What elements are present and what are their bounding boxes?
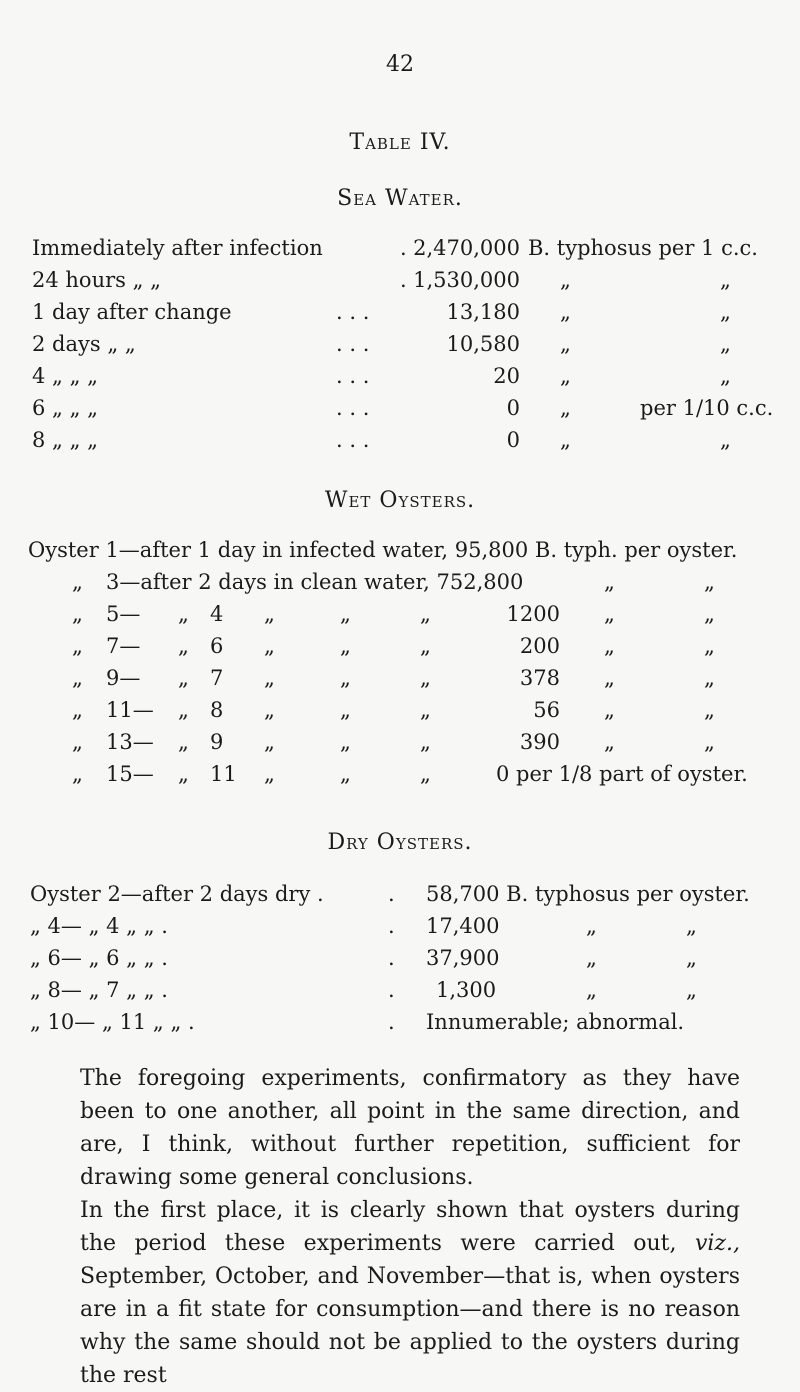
ditto-mark: „	[178, 634, 189, 658]
ditto-mark: „	[178, 730, 189, 754]
oyster-number: 13—	[106, 730, 154, 754]
ditto-mark: „	[704, 698, 715, 722]
row-label: „ 8— „ 7 „ „ .	[30, 978, 168, 1002]
ditto-mark: „	[264, 602, 275, 626]
ditto-mark: „	[340, 698, 351, 722]
row-value: 17,400	[426, 914, 500, 938]
table-row	[0, 946, 800, 976]
row-leader: . . .	[336, 300, 370, 324]
ditto-mark: „	[686, 914, 697, 938]
row-leader: .	[400, 236, 407, 260]
ditto-mark: „	[264, 634, 275, 658]
section-heading-sea-water: Sea Water.	[337, 186, 463, 211]
row-value: 200	[519, 634, 560, 658]
ditto-mark: „	[420, 666, 431, 690]
oyster-number: 11—	[106, 698, 154, 722]
ditto-mark: „	[704, 570, 715, 594]
table-row	[0, 882, 800, 912]
table-row	[0, 268, 800, 298]
paragraph-text: September, October, and November—that is, when oysters are in a fit state for consumption—and there is no reason why the same should not be applied to the oysters during the rest	[80, 1264, 740, 1388]
row-value: 58,700 B. typhosus per oyster.	[426, 882, 750, 906]
days-value: 11	[210, 762, 237, 786]
oyster-number: 9—	[106, 666, 141, 690]
table-title: Table IV.	[349, 130, 451, 155]
row-text: 3—after 2 days in clean water, 752,800	[106, 570, 524, 594]
row-label: „ 4— „ 4 „ „ .	[30, 914, 168, 938]
ditto-mark: „	[340, 730, 351, 754]
ditto-mark: „	[604, 602, 615, 626]
row-leader: .	[388, 978, 395, 1002]
ditto-mark: „	[560, 396, 571, 420]
ditto-mark: „	[720, 428, 731, 452]
row-value: Innumerable; abnormal.	[426, 1010, 685, 1034]
paragraph	[80, 1194, 740, 1392]
ditto-mark: „	[704, 602, 715, 626]
table-row	[0, 236, 800, 266]
ditto-mark: „	[586, 914, 597, 938]
body-text	[80, 1062, 740, 1392]
row-value: 390	[519, 730, 560, 754]
ditto-mark: „	[586, 978, 597, 1002]
section-heading-wet-oysters: Wet Oysters.	[324, 488, 476, 513]
row-leader: .	[388, 946, 395, 970]
ditto-mark: „	[704, 666, 715, 690]
table-row	[0, 698, 800, 728]
ditto-mark: „	[420, 762, 431, 786]
oyster-number: 15—	[106, 762, 154, 786]
ditto-mark: „	[604, 634, 615, 658]
row-value: 1,530,000	[413, 268, 520, 292]
row-label: 2 days „ „	[32, 332, 136, 356]
ditto-mark: „	[420, 698, 431, 722]
table-row	[0, 538, 800, 568]
ditto-mark: „	[704, 634, 715, 658]
ditto-mark: „	[264, 762, 275, 786]
ditto-mark: „	[72, 698, 83, 722]
ditto-mark: „	[264, 666, 275, 690]
row-label: 6 „ „ „	[32, 396, 99, 420]
table-row	[0, 666, 800, 696]
row-value: 2,470,000	[413, 236, 520, 260]
ditto-mark: „	[720, 364, 731, 388]
table-row	[0, 602, 800, 632]
days-value: 7	[210, 666, 224, 690]
ditto-mark: „	[604, 666, 615, 690]
table-row	[0, 730, 800, 760]
row-label: 8 „ „ „	[32, 428, 99, 452]
row-leader: .	[388, 1010, 395, 1034]
page-number: 42	[386, 52, 414, 77]
ditto-mark: „	[604, 698, 615, 722]
row-value: 0	[506, 428, 520, 452]
oyster-number: 7—	[106, 634, 141, 658]
table-row	[0, 300, 800, 330]
ditto-mark: „	[586, 946, 597, 970]
row-leader: . . .	[336, 364, 370, 388]
ditto-mark: „	[686, 946, 697, 970]
row-leader: . . .	[336, 428, 370, 452]
ditto-mark: „	[72, 730, 83, 754]
row-label: 4 „ „ „	[32, 364, 99, 388]
ditto-mark: „	[264, 730, 275, 754]
ditto-mark: „	[178, 666, 189, 690]
row-leader: . . .	[336, 396, 370, 420]
table-row	[0, 570, 800, 600]
row-unit: B. typhosus per 1 c.c.	[528, 236, 758, 260]
row-value: 37,900	[426, 946, 500, 970]
ditto-mark: „	[178, 762, 189, 786]
ditto-mark: „	[264, 698, 275, 722]
ditto-mark: „	[560, 364, 571, 388]
ditto-mark: „	[704, 730, 715, 754]
row-label: 1 day after change	[32, 300, 232, 324]
ditto-mark: „	[178, 698, 189, 722]
ditto-mark: „	[340, 762, 351, 786]
ditto-mark: „	[72, 570, 83, 594]
row-label: „ 6— „ 6 „ „ .	[30, 946, 168, 970]
ditto-mark: „	[420, 730, 431, 754]
ditto-mark: „	[560, 428, 571, 452]
table-row	[0, 364, 800, 394]
table-row	[0, 978, 800, 1008]
row-text: Oyster 1—after 1 day in infected water, 95,800 B. typh. per oyster.	[28, 538, 738, 562]
table-row	[0, 396, 800, 426]
ditto-mark: „	[72, 666, 83, 690]
table-row	[0, 332, 800, 362]
ditto-mark: „	[72, 762, 83, 786]
ditto-mark: „	[560, 300, 571, 324]
ditto-mark: „	[340, 602, 351, 626]
row-value: 1200	[506, 602, 560, 626]
ditto-mark: „	[72, 634, 83, 658]
row-value: 20	[493, 364, 520, 388]
section-heading-dry-oysters: Dry Oysters.	[327, 830, 473, 855]
row-value: 1,300	[436, 978, 497, 1002]
italic-text: viz.,	[694, 1231, 740, 1256]
ditto-mark: „	[72, 602, 83, 626]
days-value: 9	[210, 730, 224, 754]
ditto-mark: „	[720, 300, 731, 324]
ditto-mark: „	[178, 602, 189, 626]
oyster-number: 5—	[106, 602, 141, 626]
ditto-mark: „	[720, 332, 731, 356]
row-label: „ 10— „ 11 „ „ .	[30, 1010, 195, 1034]
per-tenth-cc-label: per 1/10 c.c.	[640, 396, 774, 420]
ditto-mark: „	[340, 634, 351, 658]
row-leader: . . .	[336, 332, 370, 356]
table-row	[0, 634, 800, 664]
ditto-mark: „	[686, 978, 697, 1002]
ditto-mark: „	[340, 666, 351, 690]
row-leader: .	[400, 268, 407, 292]
row-value: 13,180	[446, 300, 520, 324]
ditto-mark: „	[604, 730, 615, 754]
table-row	[0, 428, 800, 458]
row-value: 0 per 1/8 part of oyster.	[496, 762, 748, 786]
row-value: 0	[506, 396, 520, 420]
row-label: Oyster 2—after 2 days dry .	[30, 882, 324, 906]
ditto-mark: „	[420, 634, 431, 658]
ditto-mark: „	[560, 268, 571, 292]
ditto-mark: „	[720, 268, 731, 292]
row-value: 10,580	[446, 332, 520, 356]
row-value: 378	[519, 666, 560, 690]
table-row	[0, 762, 800, 792]
table-row	[0, 914, 800, 944]
days-value: 4	[210, 602, 224, 626]
ditto-mark: „	[604, 570, 615, 594]
paragraph-text: In the first place, it is clearly shown that oysters during the period these experiments were carried out,	[80, 1198, 740, 1256]
days-value: 8	[210, 698, 224, 722]
row-label: 24 hours „ „	[32, 268, 162, 292]
row-leader: .	[388, 914, 395, 938]
paragraph: The foregoing experiments, confirmatory as they have been to one another, all point in the same direction, and are, I think, without further repetition, sufficient for drawing some general conclusions.	[80, 1066, 740, 1190]
ditto-mark: „	[560, 332, 571, 356]
ditto-mark: „	[420, 602, 431, 626]
table-row	[0, 1010, 800, 1040]
row-leader: .	[388, 882, 395, 906]
row-value: 56	[533, 698, 560, 722]
row-label: Immediately after infection	[32, 236, 323, 260]
days-value: 6	[210, 634, 224, 658]
